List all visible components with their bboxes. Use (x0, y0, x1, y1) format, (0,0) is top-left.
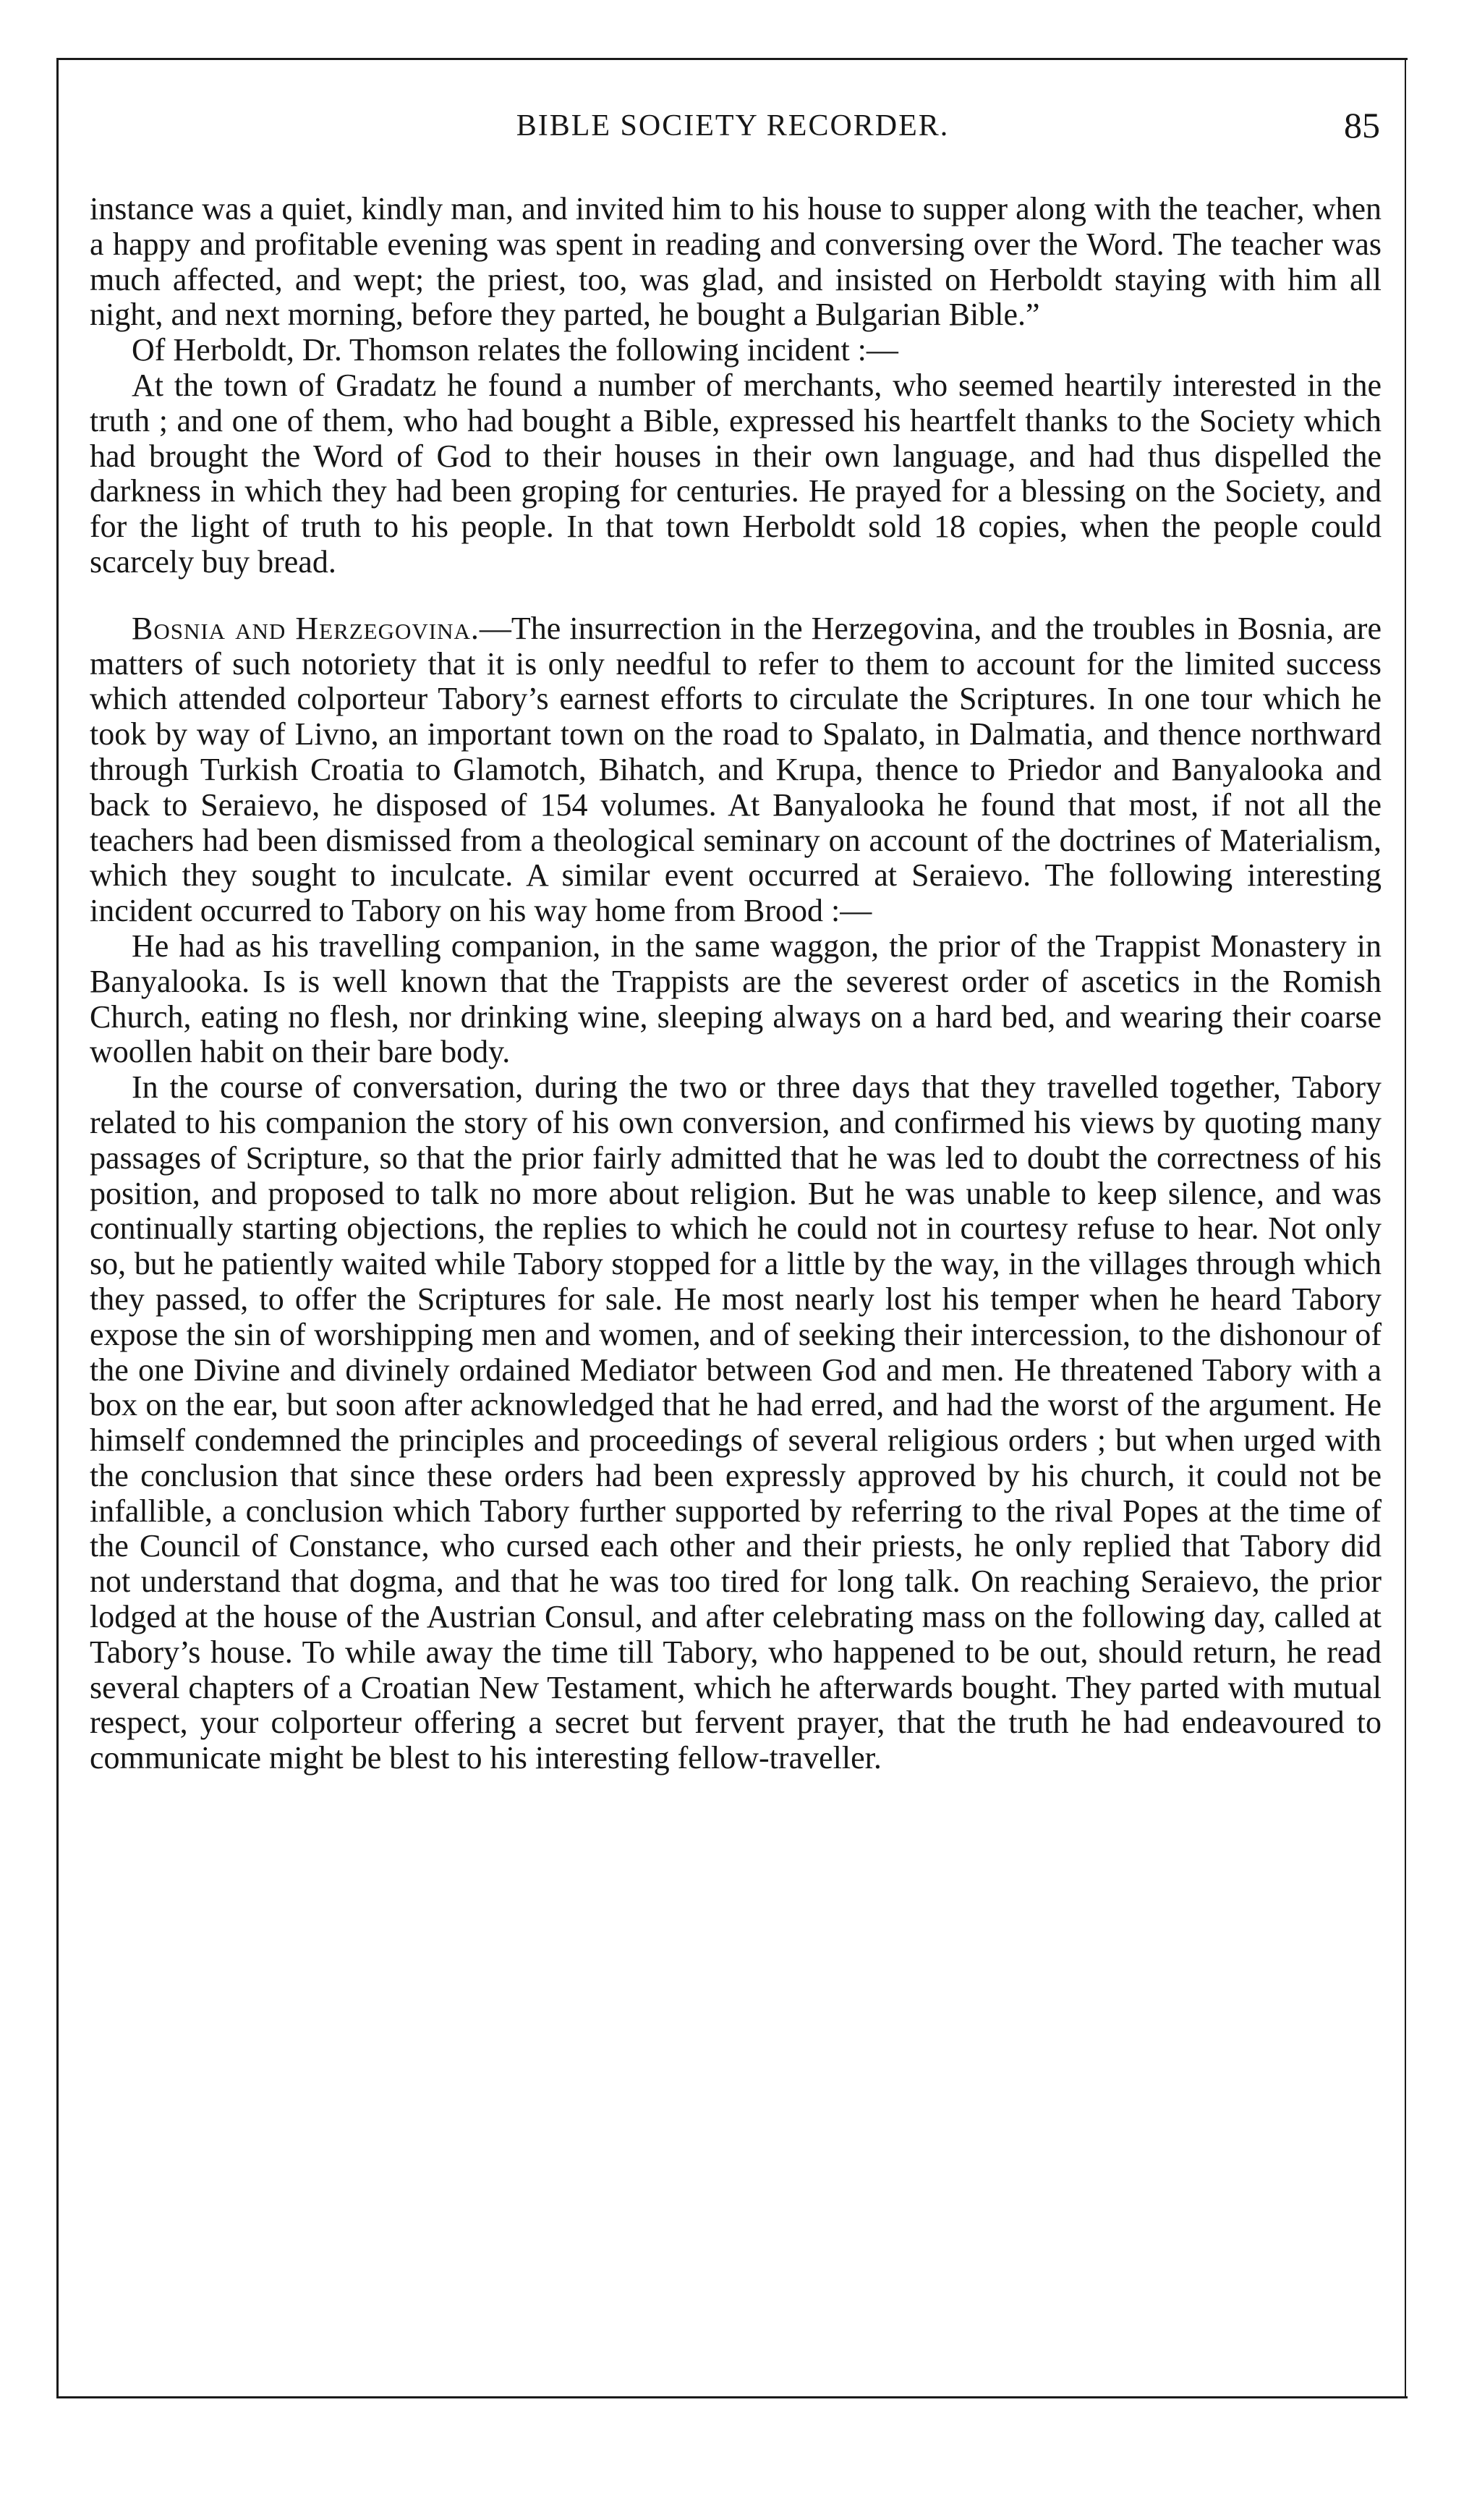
paragraph: He had as his travelling companion, in the same waggon, the prior of the Trappist Monastery in Banyalooka. Is is well known that the Trappists are the severest order of ascetics in the Romish Church, eating no flesh, nor drinking wine, sleeping always on a hard bed, and wearing their coarse woollen habit on their bare body. (90, 928, 1382, 1070)
left-rule (56, 58, 59, 2398)
section-paragraph (90, 611, 1382, 929)
paragraph: Of Herboldt, Dr. Thomson relates the following incident :— (132, 332, 898, 368)
running-title: BIBLE SOCIETY RECORDER. (516, 109, 950, 143)
page-header (85, 94, 1380, 152)
paragraph: instance was a quiet, kindly man, and invited him to his house to supper along with the teacher, when a happy and profitable evening was spent in reading and conversing over the Word. The teacher was much affected, and wept; the priest, too, was glad, and insisted on Herboldt staying with him all night, and next morning, before they parted, he bought a Bulgarian Bible.” (90, 191, 1382, 333)
section-heading: Bosnia and Herzegovina. (132, 610, 480, 646)
paragraph: In the course of conversation, during the two or three days that they travelled together, Tabory related to his companion the story of his own conversion, and confirmed his views by quoting many passages of Scripture, so that the prior fairly admitted that he was led to doubt the correctness of his position, and proposed to talk no more about religion. But he was unable to keep silence, and was continually starting objections, the replies to which he could not in courtesy refuse to hear. Not only so, but he patiently waited while Tabory stopped for a little by the way, in the villages through which they passed, to offer the Scriptures for sale. He most nearly lost his temper when he heard Tabory expose the sin of worshipping men and women, and of seeking their intercession, to the dishonour of the one Divine and divinely ordained Mediator between God and men. He threatened Tabory with a box on the ear, but soon after acknowledged that he had erred, and had the worst of the argument. He himself condemned the principles and proceedings of several religious orders ; but when urged with the conclusion that since these orders had been expressly approved by his church, it could not be infallible, a conclusion which Tabory further supported by referring to the rival Popes at the time of the Council of Constance, who cursed each other and their priests, he only replied that Tabory did not understand that dogma, and that he was too tired for long talk. On reaching Seraievo, the prior lodged at the house of the Austrian Consul, and after celebrating mass on the following day, called at Tabory’s house. To while away the time till Tabory, who happened to be out, should return, he read several chapters of a Croatian New Testament, which he afterwards bought. They parted with mutual respect, your colporteur offering a secret but fervent prayer, that the truth he had endeavoured to communicate might be blest to his interesting fellow-traveller. (90, 1069, 1382, 1776)
top-rule (56, 58, 1408, 60)
bottom-rule (56, 2396, 1408, 2398)
section-intro-text: —The insurrection in the Herzegovina, and the troubles in Bosnia, are matters of such notoriety that it is only needful to refer to them to account for the limited success which attended colporteur Tabory’s earnest efforts to circulate the Scriptures. In one tour which he took by way of Livno, an important town on the road to Spalato, in Dalmatia, and thence northward through Turkish Croatia to Glamotch, Bihatch, and Krupa, thence to Priedor and Banyalooka and back to Seraievo, he disposed of 154 volumes. At Banyalooka he found that most, if not all the teachers had been dismissed from a theological seminary on account of the doctrines of Materialism, which they sought to inculcate. A similar event occurred at Seraievo. The following interesting incident occurred to Tabory on his way home from Brood :— (90, 610, 1382, 929)
body-text (90, 192, 1382, 1776)
paragraph: At the town of Gradatz he found a number of merchants, who seemed heartily interested in the truth ; and one of them, who had bought a Bible, expressed his heartfelt thanks to the Society which had brought the Word of God to their houses in their own language, and had thus dispelled the darkness in which they had been groping for centuries. He prayed for a blessing on the Society, and for the light of truth to his people. In that town Herboldt sold 18 copies, when the people could scarcely buy bread. (90, 367, 1382, 580)
page (56, 58, 1408, 2409)
page-number: 85 (1344, 105, 1380, 145)
right-rule (1405, 58, 1406, 2398)
